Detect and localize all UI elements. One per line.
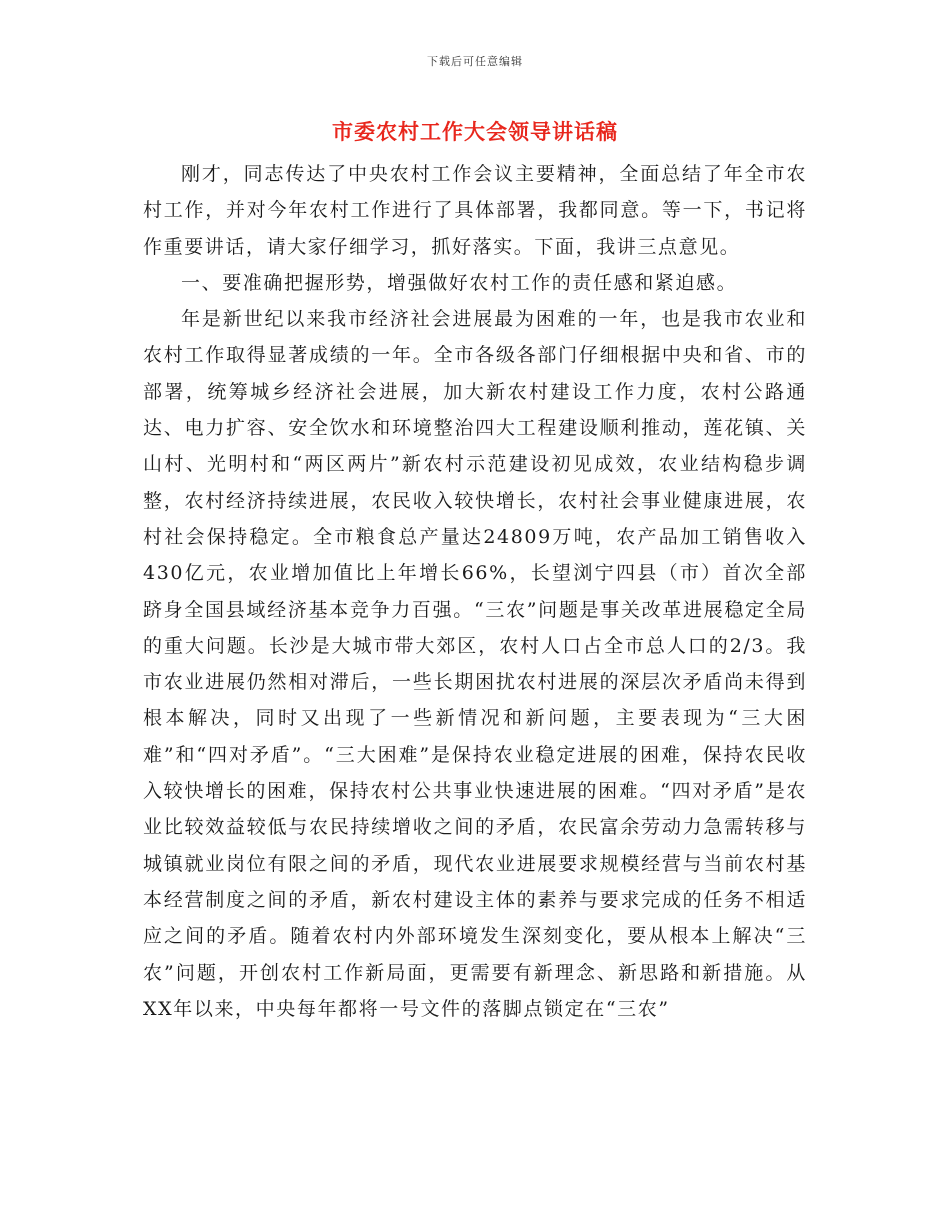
page-header: 下载后可任意编辑 (427, 55, 523, 68)
document-body (143, 156, 807, 1027)
paragraph-section-heading: 一、要准确把握形势，增强做好农村工作的责任感和紧迫感。 (181, 271, 738, 294)
paragraph-intro: 刚才，同志传达了中央农村工作会议主要精神，全面总结了年全市农村工作，并对今年农村工作进行了具体部署，我都同意。等一下，书记将作重要讲话，请大家仔细学习，抓好落实。下面，我讲三点意见。 (143, 163, 807, 258)
document-title: 市委农村工作大会领导讲话稿 (332, 119, 618, 144)
paragraph-main: 年是新世纪以来我市经济社会进展最为困难的一年，也是我市农业和农村工作取得显著成绩的一年。全市各级各部门仔细根据中央和省、市的部署，统筹城乡经济社会进展，加大新农村建设工作力度，农村公路通达、电力扩容、安全饮水和环境整治四大工程建设顺利推动，莲花镇、关山村、光明村和“两区两片”新农村示范建设初见成效，农业结构稳步调整，农村经济持续进展，农民收入较快增长，农村社会事业健康进展，农村社会保持稳定。全市粮食总产量达24809万吨，农产品加工销售收入430亿元，农业增加值比上年增长66%，长望浏宁四县（市）首次全部跻身全国县域经济基本竞争力百强。“三农”问题是事关改革进展稳定全局的重大问题。长沙是大城市带大郊区，农村人口占全市总人口的2/3。我市农业进展仍然相对滞后，一些长期困扰农村进展的深层次矛盾尚未得到根本解决，同时又出现了一些新情况和新问题，主要表现为“三大困难”和“四对矛盾”。“三大困难”是保持农业稳定进展的困难，保持农民收入较快增长的困难，保持农村公共事业快速进展的困难。“四对矛盾”是农业比较效益较低与农民持续增收之间的矛盾，农民富余劳动力急需转移与城镇就业岗位有限之间的矛盾，现代农业进展要求规模经营与当前农村基本经营制度之间的矛盾，新农村建设主体的素养与要求完成的任务不相适应之间的矛盾。随着农村内外部环境发生深刻变化，要从根本上解决“三农”问题，开创农村工作新局面，更需要有新理念、新思路和新措施。从XX年以来，中央每年都将一号文件的落脚点锁定在“三农” (143, 308, 807, 1020)
